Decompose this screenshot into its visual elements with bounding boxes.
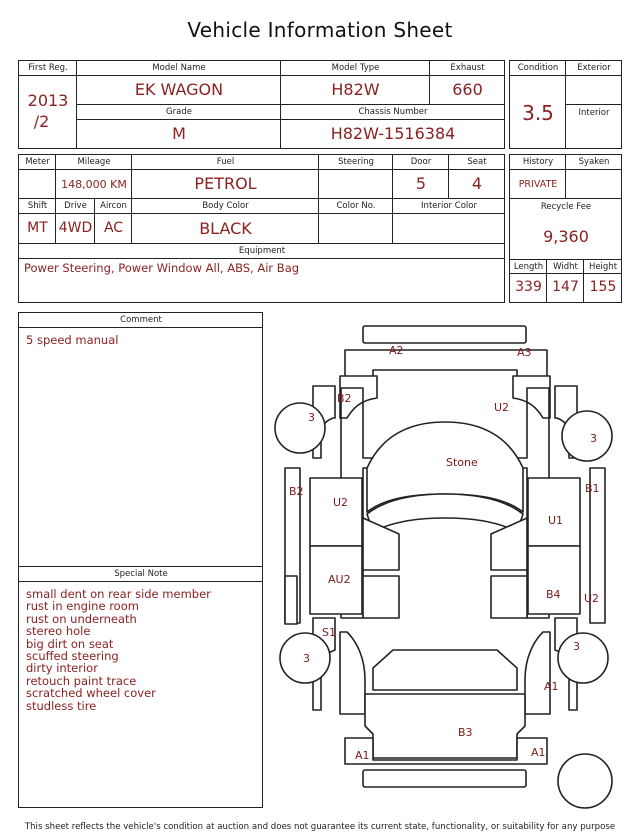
mark-rear-bumper-left: A1 [355,749,370,762]
condition-label: Condition [517,63,559,73]
aircon-value: AC [103,220,124,236]
seat-label: Seat [467,157,487,167]
comment-label: Comment [120,315,162,325]
interior-color-label: Interior Color [421,201,477,211]
special-note-label: Special Note [114,569,168,579]
mark-front-bumper-right: A3 [517,346,532,359]
condition-grade: 3.5 [522,101,554,125]
drive-value: 4WD [58,220,93,236]
mark-rear-door-right: B4 [546,588,561,601]
front-tire-right [562,411,612,461]
mark-tailgate: B3 [458,726,473,739]
model-type-label: Model Type [331,63,380,73]
interior-label: Interior [578,108,610,118]
door-label: Door [410,157,432,167]
mark-front-bumper-left: A2 [389,344,404,357]
mark-front-door-right-edge: B1 [585,482,600,495]
history-box [509,154,622,303]
rear-quarter-right [525,632,550,714]
aircon-label: Aircon [100,201,127,211]
width-label: Widht [553,262,578,272]
mark-rear-tire-right: 3 [573,640,580,653]
seat-value: 4 [471,174,483,193]
left-sill-rear [285,576,297,624]
steering-label: Steering [338,157,374,167]
tailgate [365,694,525,758]
front-fender-right [513,376,550,418]
special-note-line: rust in engine room [26,599,139,614]
comment-list [26,334,118,346]
mileage-value: 148,000 KM [61,178,127,191]
mark-front-door-left: U2 [333,496,349,509]
special-note-line: small dent on rear side member [26,587,211,601]
mark-front-door-right: U1 [548,514,564,527]
front-bumper-top [363,326,526,343]
comment-box [18,312,263,808]
exterior-label: Exterior [577,63,611,73]
mark-front-fender-left: B2 [337,392,352,405]
mark-rear-tire-left: 3 [303,652,310,665]
first-reg-year: 2013 [27,91,69,110]
length-value: 339 [515,279,542,295]
fuel-value: PETROL [194,174,257,193]
color-no-label: Color No. [336,201,376,211]
chassis-number-label: Chassis Number [358,107,428,117]
special-note-line: stereo hole [26,624,91,639]
rear-tire-right [558,633,608,683]
front-window-left [363,518,399,570]
rear-window [373,650,517,690]
model-type-value: H82W [331,80,380,99]
fuel-label: Fuel [216,157,235,167]
mark-front-door-left-edge: B2 [289,485,304,498]
rear-window-right [491,576,527,618]
length-label: Length [513,262,544,272]
grade-label: Grade [166,107,192,117]
equipment-label: Equipment [238,246,286,256]
special-note-line: scratched wheel cover [26,686,156,701]
recycle-fee-value: 9,360 [543,227,589,246]
spare-tire [558,754,612,808]
exhaust-label: Exhaust [450,63,485,73]
mark-rear-bumper-right: A1 [531,746,546,759]
rear-door-right [528,546,580,614]
exhaust-value: 660 [452,80,483,99]
body-color-value: BLACK [199,219,252,238]
special-note-line: scuffed steering [26,649,119,664]
equipment-value: Power Steering, Power Window All, ABS, Air Bag [24,261,300,275]
door-value: 5 [415,174,427,193]
mark-front-fender-right: U2 [494,401,510,414]
mark-rear-door-right-edge: U2 [584,592,600,605]
grade-value: M [172,124,186,143]
rear-bumper-bottom [363,770,526,787]
width-value: 147 [552,279,579,295]
car-damage-diagram [265,318,627,818]
mark-rear-quarter-right: A1 [544,680,559,693]
model-name-value: EK WAGON [134,80,224,99]
disclaimer-footer: This sheet reflects the vehicle's condition at auction and does not guarantee its current state, functionality, or suitability for any purpose [24,822,616,832]
recycle-fee-label: Recycle Fee [540,202,592,212]
model-name-label: Model Name [152,63,206,73]
syaken-label: Syaken [578,157,610,167]
first-reg-month: /2 [33,112,50,131]
first-reg-label: First Reg. [28,63,68,73]
front-door-right [528,478,580,546]
history-value: PRIVATE [518,179,558,190]
rear-quarter-left [340,632,365,714]
condition-box [509,60,622,149]
chassis-number-value: H82W-1516384 [330,124,456,143]
drive-label: Drive [64,201,87,211]
mileage-label: Mileage [77,157,111,167]
mark-rear-door-left: AU2 [328,573,351,586]
special-note-line: dirty interior [26,661,98,676]
rear-window-left [363,576,399,618]
sheet-title: Vehicle Information Sheet [187,18,453,42]
special-note-line: big dirt on seat [26,636,114,651]
mark-front-tire-left: 3 [308,411,315,424]
comment-line: 5 speed manual [26,333,119,347]
shift-label: Shift [27,201,48,211]
front-tire-left [275,403,325,453]
front-door-left [310,478,362,546]
front-window-right [491,518,527,570]
mark-hood: Stone [446,456,478,469]
body-color-label: Body Color [202,201,249,211]
height-value: 155 [589,279,617,295]
special-note-line: studless tire [26,698,97,713]
vehicle-info-box [18,60,505,149]
height-label: Height [588,262,618,272]
special-note-line: rust on underneath [26,611,137,626]
history-label: History [522,157,554,167]
shift-value: MT [27,220,48,236]
mark-rear-quarter-left: S1 [322,626,336,639]
mark-front-tire-right: 3 [590,432,597,445]
specs-box [18,154,505,303]
special-note-list [26,588,211,712]
meter-label: Meter [25,157,50,167]
special-note-line: retouch paint trace [26,673,137,688]
